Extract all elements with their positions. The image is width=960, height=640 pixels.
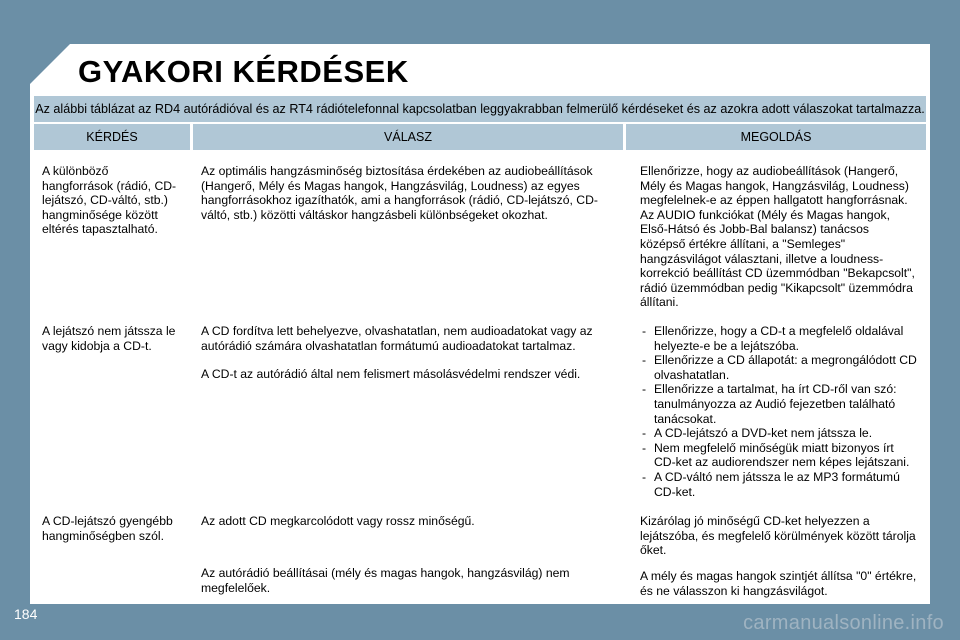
row2-question: A lejátszó nem játssza le vagy kidobja a CD-t. (34, 318, 190, 496)
header-answer: VÁLASZ (193, 124, 623, 150)
row1-question: A különböző hangforrások (rádió, CD-lejátszó, CD-váltó, stb.) hangminősége között eltérés tapasztalható. (34, 158, 190, 312)
row1-answer (193, 158, 623, 312)
row2-answer (193, 318, 623, 496)
list-item: - A CD-lejátszó a DVD-ket nem játssza le. (640, 426, 917, 441)
row1-solution: Ellenőrizze, hogy az audiobeállítások (Hangerő, Mély és Magas hangok, Hangzásvilág, Loudness) megfelelnek-e az éppen hallgatott hangforrásnak. Az AUDIO funkciókat (Mély és Magas hangok, Első-Hátsó és Jobb-Bal balansz) tanácsos középső értékre állítani, a "Semleges" hangzásvilágot választani, illetve a loudness-korrekció beállítást CD üzemmódban "Bekapcsolt", rádió üzemmódban pedig "Kikapcsolt" üzemmódra állítani. (632, 158, 926, 312)
row2-answer-text-1: A CD fordítva lett behelyezve, olvashatatlan, nem audioadatokat vagy az autórádió számára olvashatatlan formátumú audioadatokat tartalmaz. (201, 324, 593, 353)
row2-answer-text-2: A CD-t az autórádió által nem felismert másolásvédelmi rendszer védi. (201, 367, 581, 382)
list-item: - A CD-váltó nem játssza le az MP3 formátumú CD-ket. (640, 470, 917, 499)
row3-answer-2: Az autórádió beállításai (mély és magas hangok, hangzásvilág) nem megfelelőek. (193, 560, 623, 604)
row3-question: A CD-lejátszó gyengébb hangminőségben szól. (34, 508, 190, 604)
row3-solution-1: Kizárólag jó minőségű CD-ket helyezzen a lejátszóba, és megfelelő körülmények között tárolja őket. (632, 508, 926, 556)
row3-solution-2: A mély és magas hangok szintjét állítsa "0" értékre, és ne válasszon ki hangzásvilágot. (632, 563, 926, 604)
row2-solution (632, 318, 926, 499)
list-item: - Ellenőrizze a tartalmat, ha írt CD-ről van szó: tanulmányozza az Audió fejezetben található tanácsokat. (640, 382, 917, 426)
list-item: - Ellenőrizze, hogy a CD-t a megfelelő oldalával helyezte-e be a lejátszóba. (640, 324, 917, 353)
intro-text: Az alábbi táblázat az RD4 autórádióval és az RT4 rádiótelefonnal kapcsolatban leggyakrabban felmerülő kérdéseket és az azokra adott válaszokat tartalmazza. (34, 96, 926, 122)
row1-answer-text: Az optimális hangzásminőség biztosítása érdekében az audiobeállítások (Hangerő, Mély és Magas hangok, Hangzásvilág, Loudness) az egyes hangforrásokhoz igazíthatók, ami a hangforrások (rádió, CD-lejátszó, CD-váltó, stb.) közötti váltáskor hangzásbeli különbségeket okozhat. (201, 164, 598, 222)
list-item: - Nem megfelelő minőségük miatt bizonyos írt CD-ket az audiorendszer nem képes lejátszani. (640, 441, 917, 470)
page-title: GYAKORI KÉRDÉSEK (78, 54, 409, 89)
list-item: - Ellenőrizze a CD állapotát: a megrongálódott CD olvashatatlan. (640, 353, 917, 382)
row3-answer-1: Az adott CD megkarcolódott vagy rossz minőségű. (193, 508, 623, 556)
header-solution: MEGOLDÁS (626, 124, 926, 150)
page-number: 184 (14, 606, 38, 622)
row2-solution-list (640, 324, 917, 499)
watermark: carmanualsonline.info (743, 612, 944, 634)
header-question: KÉRDÉS (34, 124, 190, 150)
